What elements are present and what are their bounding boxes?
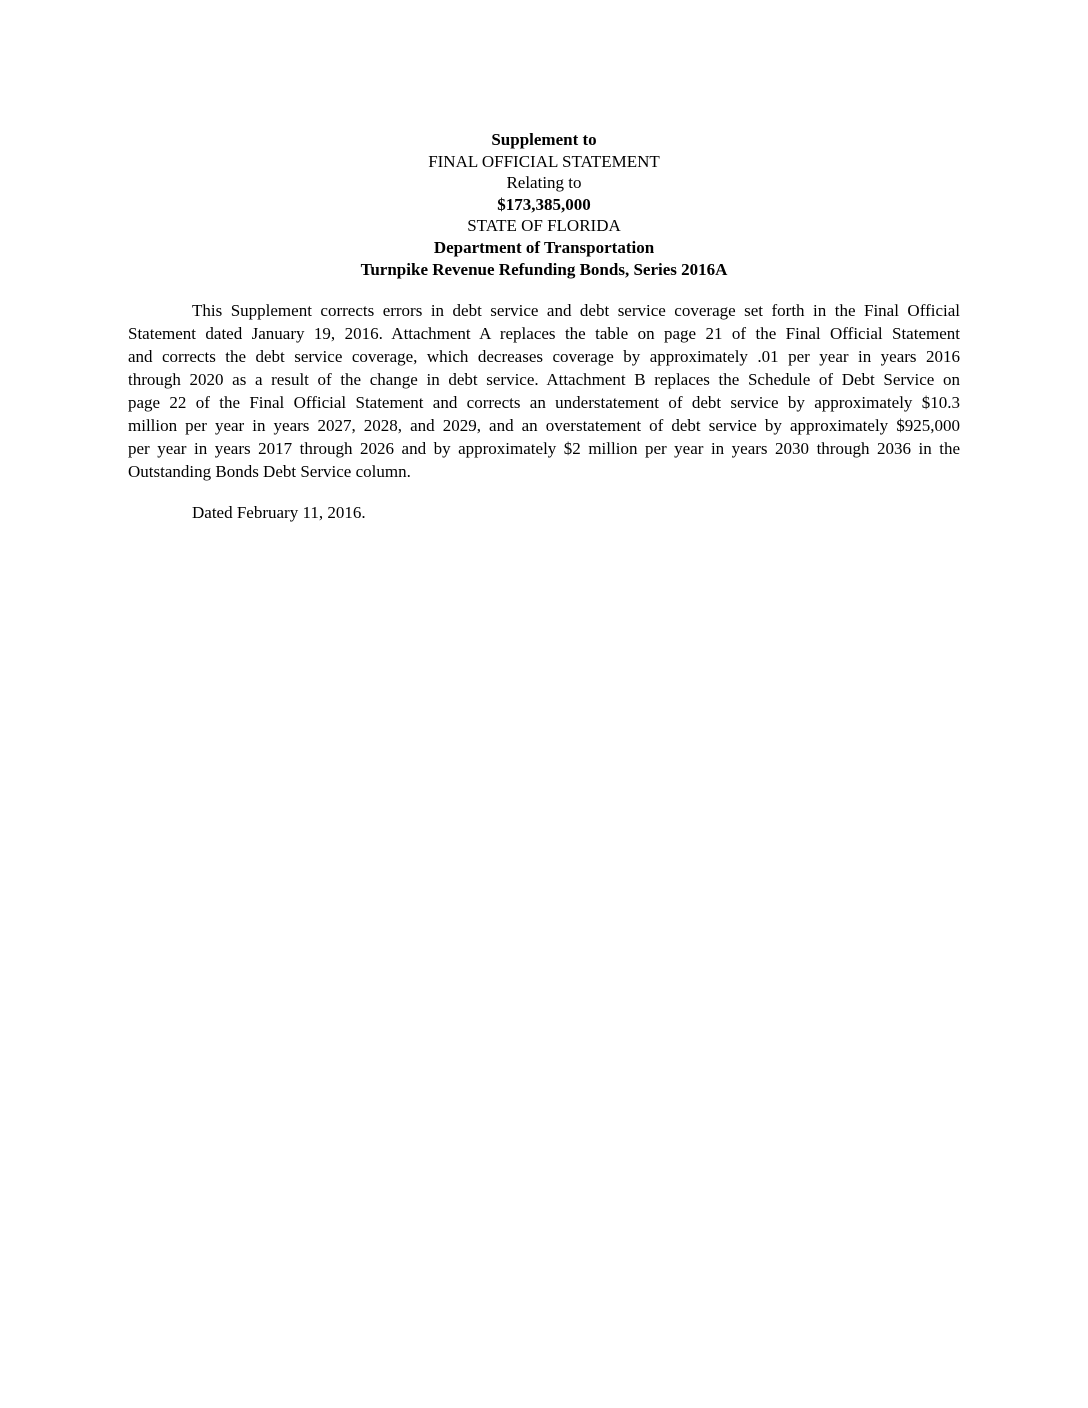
body-line: and corrects the debt service coverage, which decreases coverage by approximately .01 per year in years 2016 [128, 347, 960, 366]
body-line: Outstanding Bonds Debt Service column. [128, 462, 411, 481]
body-line: Statement dated January 19, 2016. Attachment A replaces the table on page 21 of the Final Official Statement [128, 324, 960, 343]
document-heading [128, 129, 960, 280]
heading-relating-to: Relating to [506, 173, 582, 193]
body-line: page 22 of the Final Official Statement and corrects an understatement of debt service by approximately $10.3 [128, 393, 960, 412]
body-line: per year in years 2017 through 2026 and by approximately $2 million per year in years 2030 through 2036 in the [128, 439, 960, 458]
heading-bond-series: Turnpike Revenue Refunding Bonds, Series 2016A [360, 259, 728, 279]
dated-line: Dated February 11, 2016. [192, 503, 366, 522]
heading-department: Department of Transportation [433, 237, 655, 257]
heading-state: STATE OF FLORIDA [467, 216, 621, 236]
heading-supplement-to: Supplement to [491, 130, 597, 149]
body-paragraph [128, 299, 960, 483]
heading-amount: $173,385,000 [497, 194, 591, 214]
body-line: million per year in years 2027, 2028, and 2029, and an overstatement of debt service by approximately $925,000 [128, 416, 960, 435]
body-line: This Supplement corrects errors in debt service and debt service coverage set forth in the Final Official [192, 301, 960, 320]
body-line: through 2020 as a result of the change in debt service. Attachment B replaces the Schedule of Debt Service on [128, 370, 960, 389]
heading-final-official-statement: FINAL OFFICIAL STATEMENT [428, 151, 660, 171]
